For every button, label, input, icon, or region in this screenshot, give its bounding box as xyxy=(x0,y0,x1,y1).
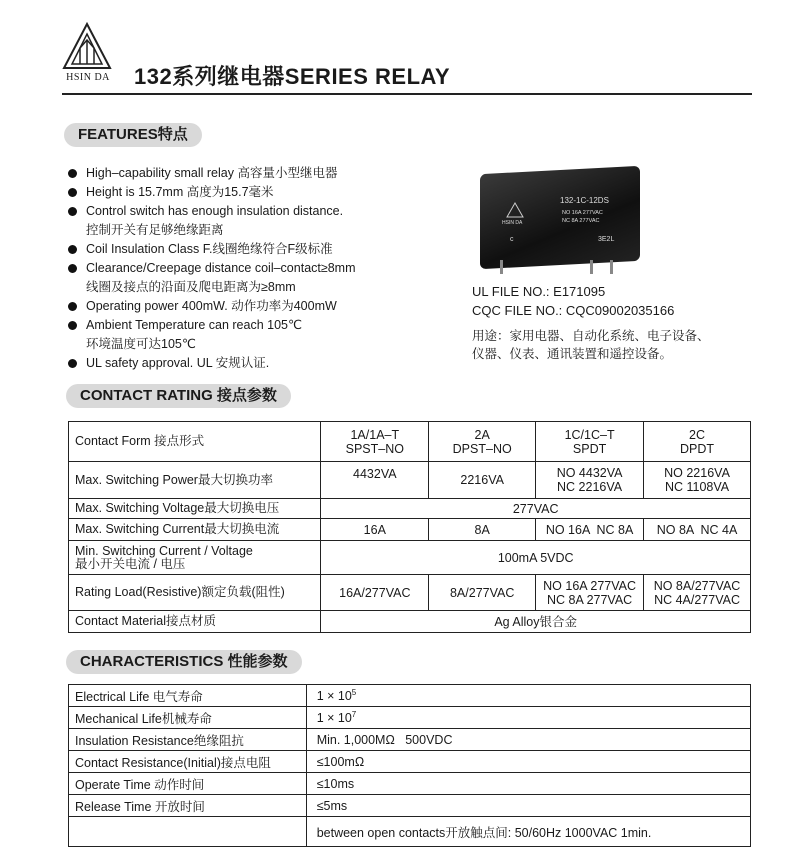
table-row xyxy=(69,519,751,541)
table-cell: Contact Resistance(Initial)接点电阻 xyxy=(69,751,307,773)
page-title: 132系列继电器SERIES RELAY xyxy=(134,64,451,89)
table-row xyxy=(69,685,751,707)
table-row xyxy=(69,817,751,847)
list-item xyxy=(66,164,466,183)
ul-file-no: UL FILE NO.: E171095 xyxy=(472,284,606,299)
feature-text-cn: 控制开关有足够绝缘距离 xyxy=(86,223,224,237)
table-row xyxy=(69,707,751,729)
table-cell: 1A/1A–T SPST–NO xyxy=(321,422,429,462)
contact-rating-heading: CONTACT RATING 接点参数 xyxy=(66,384,291,408)
table-cell: 1C/1C–T SPDT xyxy=(536,422,644,462)
relay-pin xyxy=(500,260,503,274)
table-cell: Rating Load(Resistive)额定负载(阻性) xyxy=(69,575,321,611)
feature-text-cn: 环境温度可达105℃ xyxy=(86,337,196,351)
contact-rating-table xyxy=(68,421,751,633)
table-row xyxy=(69,611,751,633)
table-cell: NO 8A/277VAC NC 4A/277VAC xyxy=(644,575,751,611)
feature-text: Clearance/Creepage distance coil–contact≥8mm xyxy=(86,261,356,275)
relay-body xyxy=(480,166,640,269)
relay-logo-icon xyxy=(506,202,524,218)
table-cell: 16A/277VAC xyxy=(321,575,429,611)
table-cell: 16A xyxy=(321,519,429,541)
table-cell: 2A DPST–NO xyxy=(429,422,536,462)
table-row xyxy=(69,541,751,575)
table-row xyxy=(69,773,751,795)
list-item xyxy=(66,354,466,373)
table-row xyxy=(69,575,751,611)
feature-text-cn: 线圈及接点的沿面及爬电距离为≥8mm xyxy=(86,280,296,294)
feature-text: Operating power 400mW. 动作功率为400mW xyxy=(86,299,337,313)
feature-text: Ambient Temperature can reach 105℃ xyxy=(86,318,303,332)
feature-text: High–capability small relay 高容量小型继电器 xyxy=(86,166,338,180)
relay-model-label: 132-1C-12DS xyxy=(560,196,609,205)
table-cell: 4432VA xyxy=(321,462,429,499)
features-list xyxy=(66,164,466,373)
characteristics-heading: CHARACTERISTICS 性能参数 xyxy=(66,650,302,674)
relay-rating-label: NO 16A 277VAC xyxy=(562,210,603,216)
table-cell xyxy=(69,817,307,847)
usage-text: 用途：家用电器、自动化系统、电子设备、仪器、仪表、通讯装置和遥控设备。 xyxy=(472,329,710,361)
table-row xyxy=(69,795,751,817)
table-row xyxy=(69,422,751,462)
table-cell: NO 4432VA NC 2216VA xyxy=(536,462,644,499)
table-cell: $1 \times 10^7$ xyxy=(306,707,750,729)
feature-text: Height is 15.7mm 高度为15.7毫米 xyxy=(86,185,274,199)
table-cell: 2C DPDT xyxy=(644,422,751,462)
table-cell: Electrical Life 电气寿命 xyxy=(69,685,307,707)
table-cell: NO 2216VA NC 1108VA xyxy=(644,462,751,499)
relay-code-label: 3E2L xyxy=(598,236,615,243)
table-cell: NO 8A NC 4A xyxy=(644,519,751,541)
ul-mark-icon: ᴄ xyxy=(510,236,514,243)
table-cell: ≤5ms xyxy=(306,795,750,817)
file-info xyxy=(472,282,674,320)
table-cell: Max. Switching Power最大切换功率 xyxy=(69,462,321,499)
table-cell: ≤100mΩ xyxy=(306,751,750,773)
table-cell: ≤10ms xyxy=(306,773,750,795)
table-cell: Min. 1,000MΩ 500VDC xyxy=(306,729,750,751)
relay-brand-label: HSIN DA xyxy=(502,220,523,226)
table-cell: NO 16A NC 8A xyxy=(536,519,644,541)
list-item xyxy=(66,202,466,240)
list-item xyxy=(66,297,466,316)
table-cell: Mechanical Life机械寿命 xyxy=(69,707,307,729)
feature-text: Coil Insulation Class F.线圈绝缘符合F级标准 xyxy=(86,242,333,256)
table-cell: 8A/277VAC xyxy=(429,575,536,611)
table-cell: Ag Alloy银合金 xyxy=(321,611,751,633)
cqc-file-no: CQC FILE NO.: CQC09002035166 xyxy=(472,303,675,318)
list-item xyxy=(66,183,466,202)
table-cell: Release Time 开放时间 xyxy=(69,795,307,817)
characteristics-table xyxy=(68,684,751,847)
table-cell: 8A xyxy=(429,519,536,541)
brand-logo xyxy=(62,22,114,92)
list-item xyxy=(66,240,466,259)
table-row xyxy=(69,729,751,751)
table-cell: Max. Switching Current最大切换电流 xyxy=(69,519,321,541)
list-item xyxy=(66,316,466,354)
list-item xyxy=(66,259,466,297)
relay-photo xyxy=(470,160,645,275)
triangle-logo-icon xyxy=(62,22,112,70)
table-cell: Contact Form 接点形式 xyxy=(69,422,321,462)
table-cell: Operate Time 动作时间 xyxy=(69,773,307,795)
table-cell: Min. Switching Current / Voltage 最小开关电流 / 电压 xyxy=(69,541,321,575)
table-cell: 100mA 5VDC xyxy=(321,541,751,575)
feature-text: UL safety approval. UL 安规认证. xyxy=(86,356,270,370)
table-cell: $1 \times 10^5$ xyxy=(306,685,750,707)
table-cell: 2216VA xyxy=(429,462,536,499)
table-cell: Max. Switching Voltage最大切换电压 xyxy=(69,499,321,519)
relay-pin xyxy=(590,260,593,274)
features-heading: FEATURES特点 xyxy=(64,123,202,147)
table-cell: NO 16A 277VAC NC 8A 277VAC xyxy=(536,575,644,611)
table-cell: Contact Material接点材质 xyxy=(69,611,321,633)
table-cell: 277VAC xyxy=(321,499,751,519)
table-row xyxy=(69,751,751,773)
table-row xyxy=(69,462,751,499)
table-cell: between open contacts开放触点间: 50/60Hz 1000VAC 1min. xyxy=(306,817,750,847)
title-divider xyxy=(62,93,752,95)
feature-text: Control switch has enough insulation distance. xyxy=(86,204,344,218)
brand-name: HSIN DA xyxy=(66,72,110,83)
table-cell: Insulation Resistance绝缘阻抗 xyxy=(69,729,307,751)
table-row xyxy=(69,499,751,519)
relay-rating-label: NC 8A 277VAC xyxy=(562,218,600,224)
relay-pin xyxy=(610,260,613,274)
